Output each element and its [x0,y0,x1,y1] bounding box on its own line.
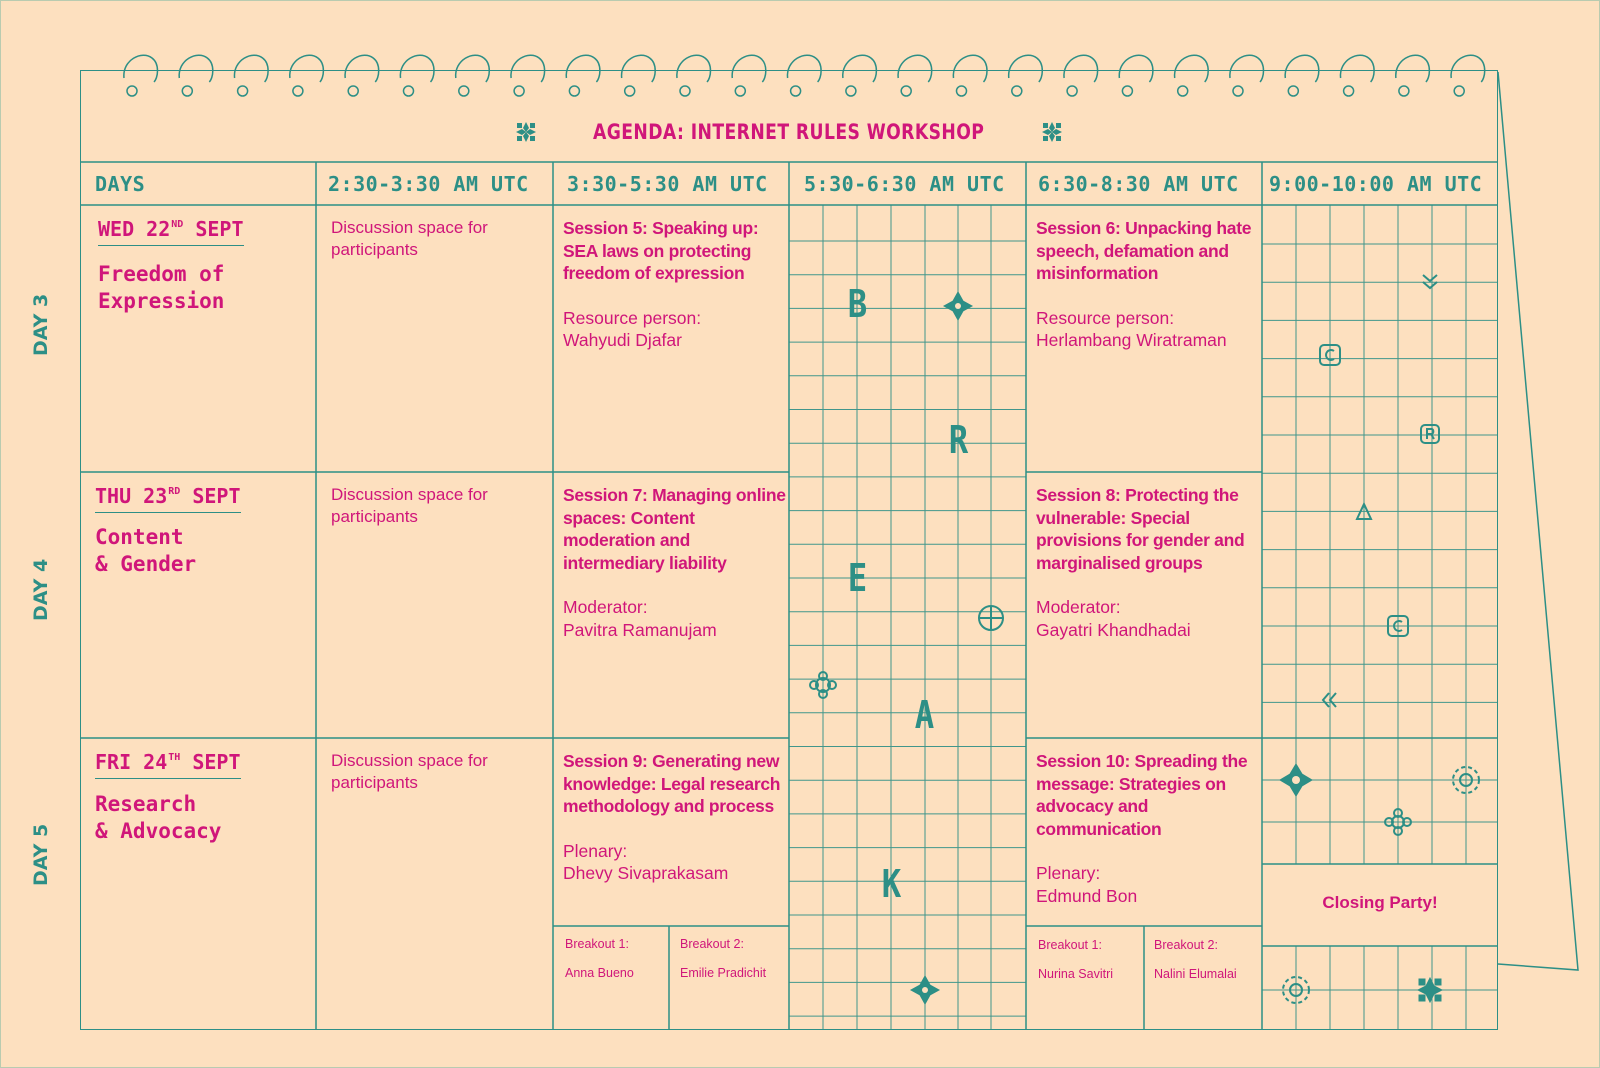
day-theme: Research & Advocacy [95,792,222,843]
header-slot-3: 5:30-6:30 AM UTC [804,171,1005,196]
session-role: Resource person: [563,307,702,328]
header-days: DAYS [95,171,146,196]
session-card [1036,217,1261,352]
agenda-title: AGENDA: INTERNET RULES WORKSHOP [593,120,985,144]
day-date: THU 23RD SEPT [95,484,241,513]
session-title: Session 9: Generating new knowledge: Legal research methodology and process [563,751,781,816]
header-slot-5: 9:00-10:00 AM UTC [1269,171,1483,196]
day-label: DAY 3 [30,293,52,356]
header-slot-4: 6:30-8:30 AM UTC [1038,171,1239,196]
session-title: Session 10: Spreading the message: Strategies on advocacy and communication [1036,751,1248,839]
session-title: Session 6: Unpacking hate speech, defamation and misinformation [1036,218,1252,283]
session-person: Edmund Bon [1036,885,1138,906]
breakout-name: Nalini Elumalai [1154,967,1237,981]
breakout-label: Breakout 2: [1154,938,1218,952]
break-letter: A [914,693,935,737]
breakout-name: Emilie Pradichit [680,966,767,980]
session-card [563,217,788,352]
day-theme: Freedom of Expression [98,262,225,313]
discussion-space: Discussion space for participants [331,751,488,792]
session-title: Session 5: Speaking up: SEA laws on protecting freedom of expression [563,218,759,283]
session-role: Resource person: [1036,307,1175,328]
session-person: Pavitra Ramanujam [563,619,717,640]
breakout-name: Anna Bueno [565,966,634,980]
session-person: Herlambang Wiratraman [1036,330,1227,350]
day-label: DAY 5 [30,823,52,886]
breakout-label: Breakout 1: [565,937,629,951]
day-theme: Content & Gender [95,525,197,576]
day-date: WED 22ND SEPT [98,217,244,246]
breakout-name: Nurina Savitri [1038,967,1114,981]
session-title: Session 7: Managing online spaces: Content moderation and intermediary liability [563,485,786,573]
session-role: Moderator: [1036,597,1121,617]
session-card [1036,484,1261,641]
session-role: Plenary: [563,840,628,861]
breakout-label: Breakout 2: [680,937,744,951]
session-title: Session 8: Protecting the vulnerable: Special provisions for gender and marginalised groups [1036,485,1245,573]
session-card [563,750,788,885]
session-role: Plenary: [1036,863,1101,883]
session-card [1036,750,1261,907]
discussion-space: Discussion space for participants [331,218,488,259]
break-letter: K [881,862,902,906]
header-slot-1: 2:30-3:30 AM UTC [328,171,529,196]
session-card [563,484,788,641]
break-letter: R [948,418,969,462]
day-date: FRI 24TH SEPT [95,750,241,779]
header-slot-2: 3:30-5:30 AM UTC [567,171,768,196]
day-label: DAY 4 [30,558,52,621]
break-letter: E [847,556,868,600]
session-person: Wahyudi Djafar [563,330,682,350]
breakout-label: Breakout 1: [1038,938,1102,952]
session-person: Gayatri Khandhadai [1036,619,1191,640]
session-person: Dhevy Sivaprakasam [563,863,729,883]
closing-party: Closing Party! [1322,893,1438,912]
session-role: Moderator: [563,597,648,617]
discussion-space: Discussion space for participants [331,485,488,526]
break-letter: B [847,282,868,326]
